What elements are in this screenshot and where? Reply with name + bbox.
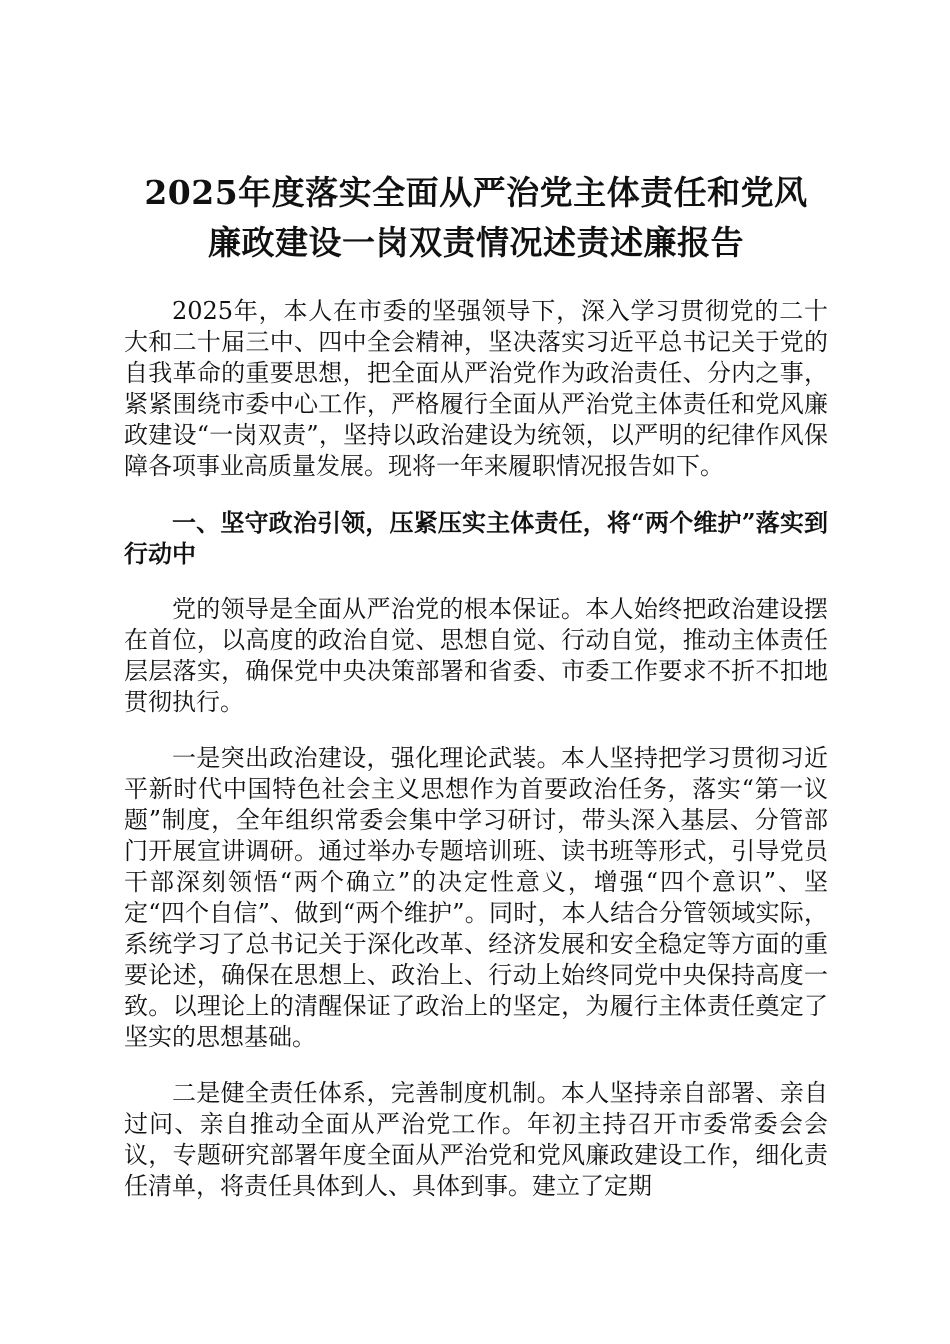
section-1-paragraph-2: 一是突出政治建设，强化理论武装。本人坚持把学习贯彻习近平新时代中国特色社会主义思想作为首要政治任务，落实“第一议题”制度，全年组织常委会集中学习研讨，带头深入基层、分管部门开展宣讲调研。通过举办专题培训班、读书班等形式，引导党员干部深刻领悟“两个确立”的决定性意义，增强“四个意识”、坚定“四个自信”、做到“两个维护”。同时，本人结合分管领域实际，系统学习了总书记关于深化改革、经济发展和安全稳定等方面的重要论述，确保在思想上、政治上、行动上始终同党中央保持高度一致。以理论上的清醒保证了政治上的坚定，为履行主体责任奠定了坚实的思想基础。 [124,744,828,1051]
document-title [124,168,828,268]
title-line-2: 廉政建设一岗双责情况述责述廉报告 [208,223,744,262]
title-line-1: 2025年度落实全面从严治党主体责任和党风 [144,173,808,212]
section-1-paragraph-3: 二是健全责任体系，完善制度机制。本人坚持亲自部署、亲自过问、亲自推动全面从严治党工作。年初主持召开市委常委会会议，专题研究部署年度全面从严治党和党风廉政建设工作，细化责任清单，将责任具体到人、具体到事。建立了定期 [124,1079,828,1200]
section-1-heading: 一、坚守政治引领，压紧压实主体责任，将“两个维护”落实到行动中 [124,508,828,568]
section-1-paragraph-1: 党的领导是全面从严治党的根本保证。本人始终把政治建设摆在首位，以高度的政治自觉、思想自觉、行动自觉，推动主体责任层层落实，确保党中央决策部署和省委、市委工作要求不折不扣地贯彻执行。 [124,595,828,716]
document-page [124,168,828,1227]
intro-paragraph: 2025年，本人在市委的坚强领导下，深入学习贯彻党的二十大和二十届三中、四中全会精神，坚决落实习近平总书记关于党的自我革命的重要思想，把全面从严治党作为政治责任、分内之事，紧紧围绕市委中心工作，严格履行全面从严治党主体责任和党风廉政建设“一岗双责”，坚持以政治建设为统领，以严明的纪律作风保障各项事业高质量发展。现将一年来履职情况报告如下。 [124,297,828,480]
